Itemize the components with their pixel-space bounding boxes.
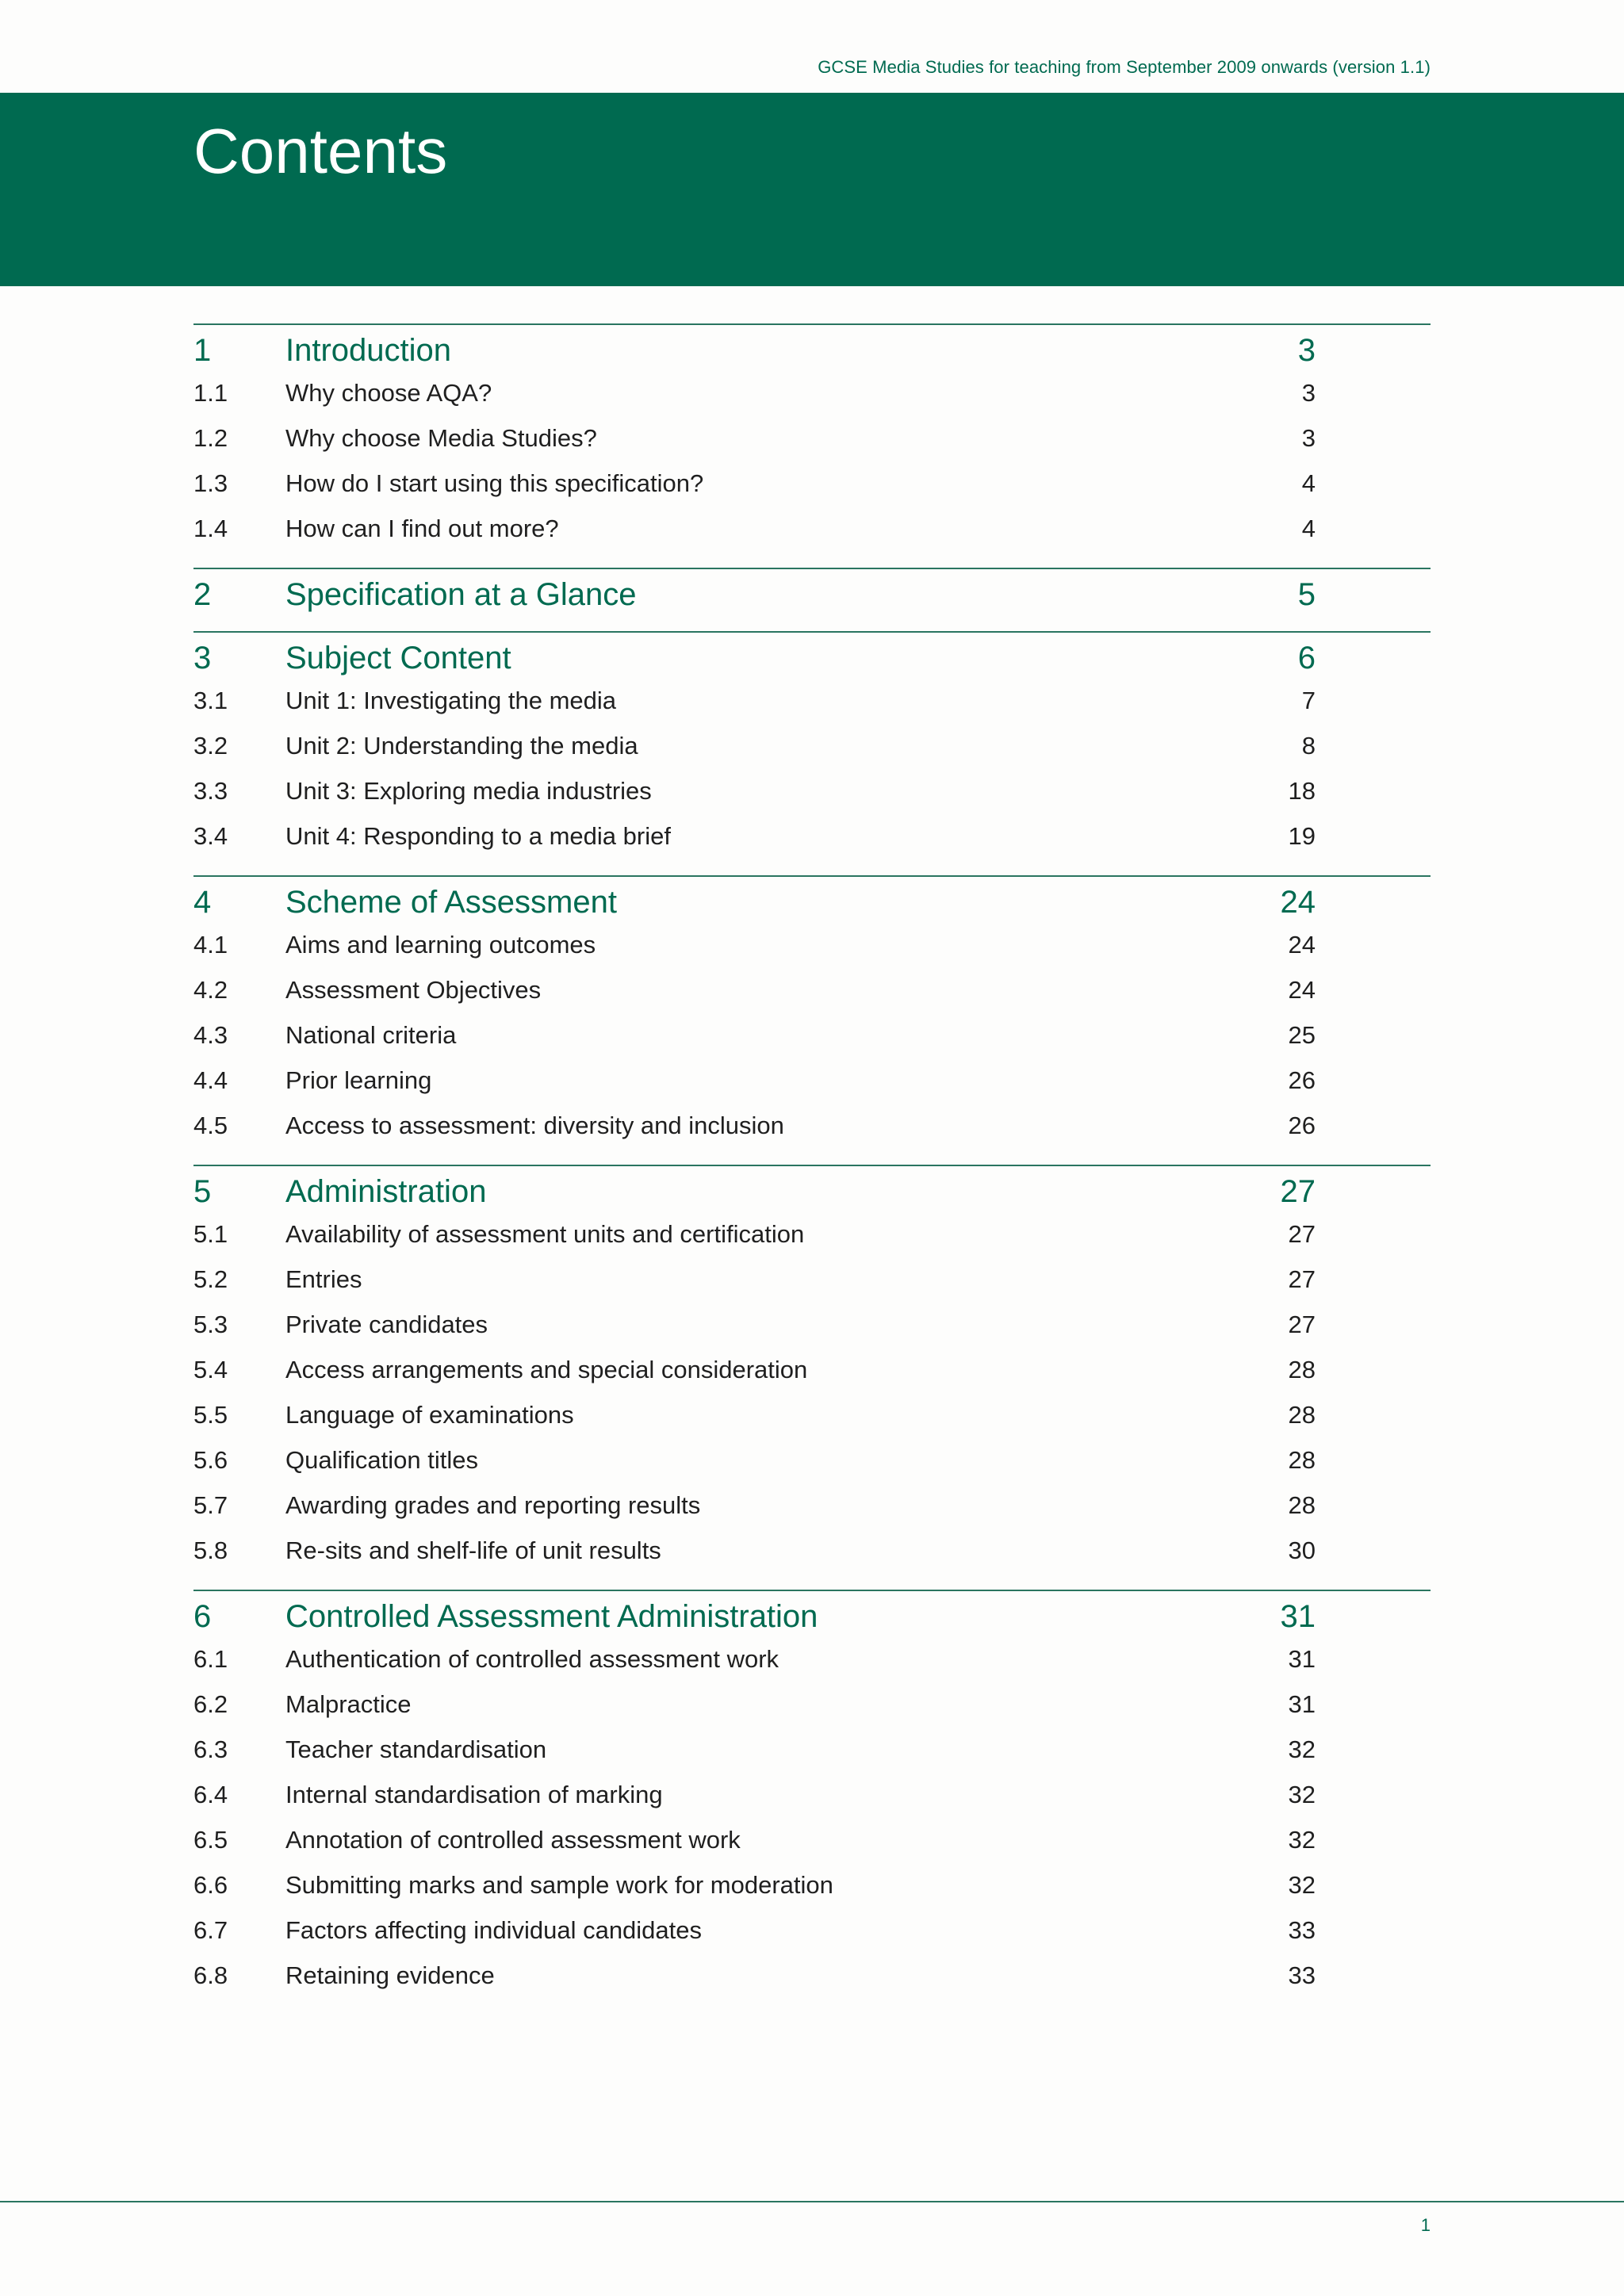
toc-entry-title: Prior learning	[285, 1066, 432, 1094]
toc-entry-title: Annotation of controlled assessment work	[285, 1826, 741, 1854]
toc-section-heading[interactable]	[193, 634, 1431, 675]
toc-entry-number: 6.4	[193, 1781, 228, 1808]
toc-entry[interactable]	[193, 1950, 1431, 1996]
toc-section-number: 3	[193, 641, 212, 675]
table-of-contents	[193, 323, 1431, 2015]
toc-entry-page: 24	[1288, 931, 1316, 959]
toc-section-heading[interactable]	[193, 1168, 1431, 1209]
toc-entry[interactable]	[193, 413, 1431, 458]
toc-entry-number: 3.1	[193, 687, 228, 714]
toc-entry-title: Internal standardisation of marking	[285, 1781, 663, 1808]
toc-entry-page: 32	[1288, 1826, 1316, 1854]
toc-entry-page: 33	[1288, 1961, 1316, 1989]
toc-entry-number: 5.7	[193, 1491, 228, 1519]
toc-entry[interactable]	[193, 920, 1431, 965]
toc-entry-number: 4.3	[193, 1021, 228, 1049]
toc-section-title: Specification at a Glance	[285, 577, 637, 612]
toc-section-number: 2	[193, 577, 212, 612]
toc-entry-page: 31	[1288, 1645, 1316, 1673]
toc-section-heading[interactable]	[193, 327, 1431, 368]
toc-entry-title: Unit 4: Responding to a media brief	[285, 822, 671, 850]
toc-entry-number: 6.5	[193, 1826, 228, 1854]
page-number: 1	[1420, 2215, 1431, 2235]
toc-entry-title: Language of examinations	[285, 1401, 574, 1429]
footer-divider	[0, 2201, 1624, 2202]
toc-section-page: 24	[1280, 885, 1316, 920]
toc-entry[interactable]	[193, 1299, 1431, 1345]
toc-entry-number: 4.2	[193, 976, 228, 1004]
toc-entry-number: 4.1	[193, 931, 228, 959]
toc-entry[interactable]	[193, 1345, 1431, 1390]
toc-entry[interactable]	[193, 1905, 1431, 1950]
toc-entry-page: 32	[1288, 1781, 1316, 1808]
toc-entry[interactable]	[193, 1100, 1431, 1146]
toc-entry-number: 6.3	[193, 1735, 228, 1763]
toc-entry-title: Why choose AQA?	[285, 379, 492, 407]
toc-entry-title: Assessment Objectives	[285, 976, 542, 1004]
toc-entry-page: 27	[1288, 1265, 1316, 1293]
toc-section-number: 5	[193, 1174, 212, 1209]
toc-entry-title: Malpractice	[285, 1690, 412, 1718]
toc-entry[interactable]	[193, 1390, 1431, 1435]
toc-section	[193, 875, 1431, 1165]
toc-entry-page: 24	[1288, 976, 1316, 1004]
toc-entry-number: 5.8	[193, 1536, 228, 1564]
toc-entry-number: 3.3	[193, 777, 228, 805]
toc-section-page: 5	[1297, 577, 1316, 612]
toc-section	[193, 1590, 1431, 2015]
toc-entry-number: 5.4	[193, 1356, 228, 1383]
toc-entry-title: Private candidates	[285, 1311, 488, 1338]
toc-entry[interactable]	[193, 368, 1431, 413]
toc-entry[interactable]	[193, 721, 1431, 766]
toc-entry[interactable]	[193, 1770, 1431, 1815]
toc-section-title: Subject Content	[285, 641, 511, 675]
toc-entry-number: 5.3	[193, 1311, 228, 1338]
toc-entry[interactable]	[193, 675, 1431, 721]
toc-entry[interactable]	[193, 965, 1431, 1010]
toc-entry-title: Factors affecting individual candidates	[285, 1916, 703, 1944]
page-title: Contents	[193, 116, 448, 186]
toc-section-page: 31	[1280, 1599, 1316, 1634]
toc-entry-number: 6.1	[193, 1645, 228, 1673]
toc-section-page: 6	[1297, 641, 1316, 675]
toc-entry-title: Unit 1: Investigating the media	[285, 687, 617, 714]
toc-section-title: Controlled Assessment Administration	[285, 1599, 818, 1634]
toc-section-heading[interactable]	[193, 571, 1431, 612]
toc-entry-number: 3.4	[193, 822, 228, 850]
toc-entry-page: 27	[1288, 1220, 1316, 1248]
toc-entry[interactable]	[193, 1209, 1431, 1254]
toc-entry-title: Re-sits and shelf-life of unit results	[285, 1536, 661, 1564]
toc-entry-title: Availability of assessment units and certification	[285, 1220, 805, 1248]
toc-entry-number: 1.1	[193, 379, 228, 407]
toc-entry[interactable]	[193, 1815, 1431, 1860]
toc-entry-title: Access to assessment: diversity and inclusion	[285, 1112, 784, 1139]
toc-section	[193, 631, 1431, 875]
toc-entry-page: 32	[1288, 1735, 1316, 1763]
toc-entry-title: National criteria	[285, 1021, 457, 1049]
toc-entry[interactable]	[193, 1679, 1431, 1724]
toc-entry-number: 5.6	[193, 1446, 228, 1474]
toc-entry[interactable]	[193, 811, 1431, 856]
toc-entry-title: How do I start using this specification?	[285, 469, 704, 497]
toc-entry-page: 28	[1288, 1446, 1316, 1474]
toc-entry-title: Teacher standardisation	[285, 1735, 547, 1763]
toc-entry[interactable]	[193, 1435, 1431, 1480]
toc-section-title: Introduction	[285, 333, 452, 368]
toc-entry-page: 28	[1288, 1401, 1316, 1429]
toc-entry[interactable]	[193, 503, 1431, 549]
toc-entry-page: 19	[1288, 822, 1316, 850]
toc-entry-page: 32	[1288, 1871, 1316, 1899]
toc-entry[interactable]	[193, 1634, 1431, 1679]
toc-entry-page: 28	[1288, 1356, 1316, 1383]
toc-entry-title: Authentication of controlled assessment work	[285, 1645, 779, 1673]
toc-entry[interactable]	[193, 1525, 1431, 1571]
toc-entry-page: 31	[1288, 1690, 1316, 1718]
toc-entry-number: 3.2	[193, 732, 228, 760]
toc-entry-page: 26	[1288, 1112, 1316, 1139]
toc-entry[interactable]	[193, 1254, 1431, 1299]
toc-entry-page: 3	[1301, 379, 1316, 407]
toc-entry-page: 4	[1301, 515, 1316, 542]
toc-section-page: 3	[1297, 333, 1316, 368]
toc-entry-page: 7	[1301, 687, 1316, 714]
toc-section-title: Scheme of Assessment	[285, 885, 617, 920]
toc-section	[193, 323, 1431, 568]
toc-entry[interactable]	[193, 1860, 1431, 1905]
toc-entry-number: 6.8	[193, 1961, 228, 1989]
toc-section-number: 1	[193, 333, 212, 368]
toc-section-heading[interactable]	[193, 1593, 1431, 1634]
toc-entry-number: 1.4	[193, 515, 228, 542]
toc-entry-title: How can I find out more?	[285, 515, 559, 542]
toc-entry[interactable]	[193, 458, 1431, 503]
toc-entry-number: 4.4	[193, 1066, 228, 1094]
toc-section-number: 6	[193, 1599, 212, 1634]
toc-entry[interactable]	[193, 766, 1431, 811]
toc-section	[193, 568, 1431, 631]
toc-section	[193, 1165, 1431, 1590]
toc-entry-page: 3	[1301, 424, 1316, 452]
toc-entry-title: Access arrangements and special consideration	[285, 1356, 808, 1383]
toc-entry-page: 33	[1288, 1916, 1316, 1944]
toc-section-heading[interactable]	[193, 878, 1431, 920]
toc-entry-number: 6.2	[193, 1690, 228, 1718]
toc-entry-page: 4	[1301, 469, 1316, 497]
contents-banner	[0, 93, 1624, 286]
toc-entry-title: Entries	[285, 1265, 362, 1293]
toc-entry-number: 5.2	[193, 1265, 228, 1293]
toc-section-page: 27	[1280, 1174, 1316, 1209]
toc-entry-title: Why choose Media Studies?	[285, 424, 597, 452]
toc-entry-number: 5.5	[193, 1401, 228, 1429]
toc-entry-title: Qualification titles	[285, 1446, 478, 1474]
toc-entry-title: Unit 2: Understanding the media	[285, 732, 638, 760]
toc-entry[interactable]	[193, 1480, 1431, 1525]
toc-section-number: 4	[193, 885, 212, 920]
toc-entry-page: 30	[1288, 1536, 1316, 1564]
toc-section-title: Administration	[285, 1174, 487, 1209]
toc-entry-page: 28	[1288, 1491, 1316, 1519]
toc-entry-page: 8	[1301, 732, 1316, 760]
toc-entry-title: Unit 3: Exploring media industries	[285, 777, 652, 805]
toc-entry-number: 6.6	[193, 1871, 228, 1899]
toc-entry[interactable]	[193, 1010, 1431, 1055]
toc-entry-page: 26	[1288, 1066, 1316, 1094]
toc-entry-number: 1.2	[193, 424, 228, 452]
toc-entry-title: Aims and learning outcomes	[285, 931, 596, 959]
toc-entry-page: 27	[1288, 1311, 1316, 1338]
running-header: GCSE Media Studies for teaching from September 2009 onwards (version 1.1)	[818, 57, 1431, 77]
toc-entry-title: Submitting marks and sample work for moderation	[285, 1871, 833, 1899]
toc-entry-number: 4.5	[193, 1112, 228, 1139]
toc-entry-number: 1.3	[193, 469, 228, 497]
toc-entry-page: 25	[1288, 1021, 1316, 1049]
toc-entry-number: 6.7	[193, 1916, 228, 1944]
toc-entry[interactable]	[193, 1055, 1431, 1100]
toc-entry-title: Awarding grades and reporting results	[285, 1491, 701, 1519]
toc-entry-page: 18	[1288, 777, 1316, 805]
toc-entry-number: 5.1	[193, 1220, 228, 1248]
toc-entry-title: Retaining evidence	[285, 1961, 495, 1989]
toc-entry[interactable]	[193, 1724, 1431, 1770]
